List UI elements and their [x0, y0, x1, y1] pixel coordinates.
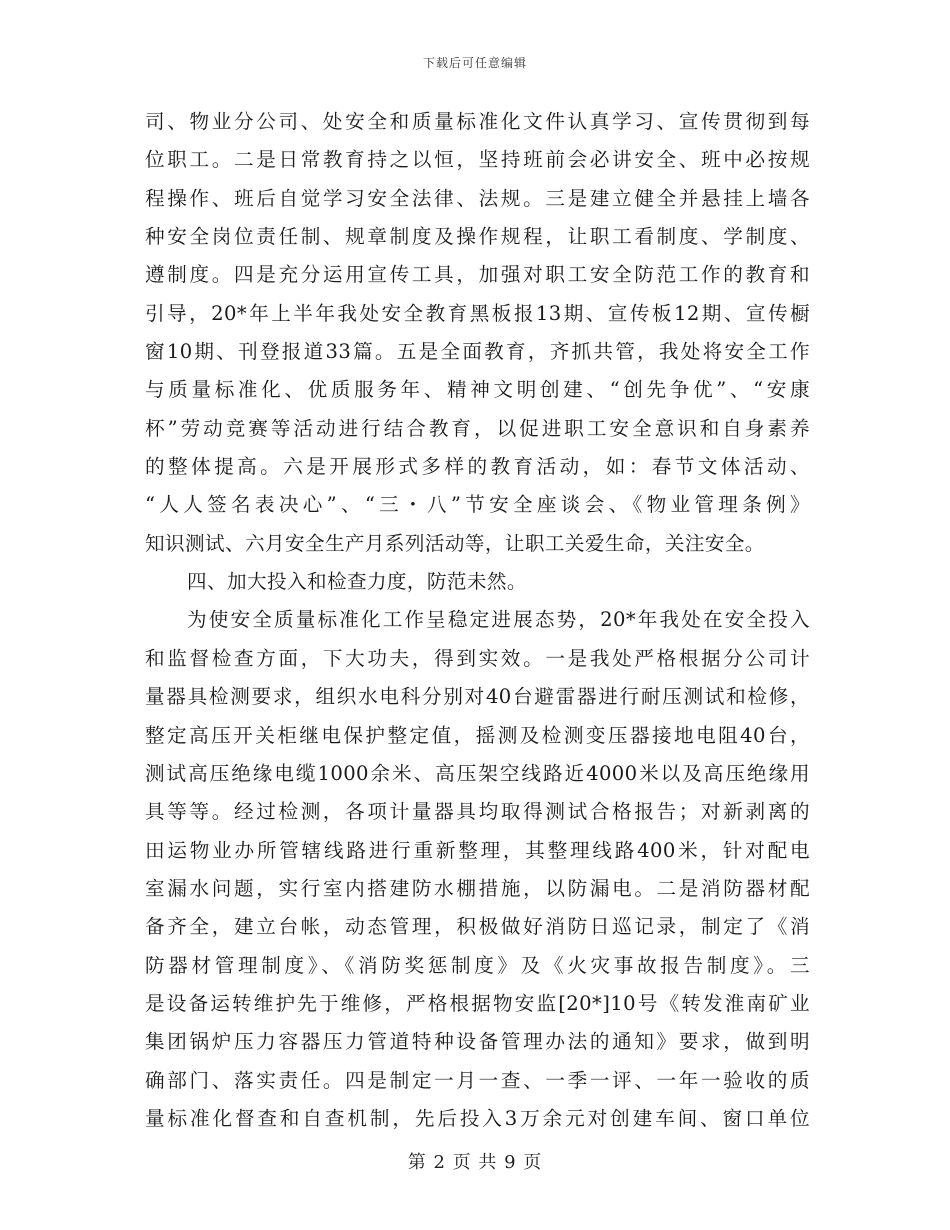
text-line: 为使安全质量标准化工作呈稳定进展态势，20*年我处在安全投入: [187, 608, 810, 632]
text-line: 量标准化督查和自查机制，先后投入3万余元对创建车间、窗口单位: [145, 1106, 810, 1130]
text-line: 室漏水问题，实行室内搭建防水棚措施，以防漏电。二是消防器材配: [145, 876, 810, 900]
text-line: 司、物业分公司、处安全和质量标准化文件认真学习、宣传贯彻到每: [145, 110, 810, 133]
text-line: 是设备运转维护先于维修，严格根据物安监[20*]10号《转发淮南矿业: [145, 991, 810, 1015]
text-line: 与质量标准化、优质服务年、精神文明创建、“创先争优”、“安康: [145, 378, 810, 402]
text-line: 杯”劳动竞赛等活动进行结合教育，以促进职工安全意识和自身素养: [145, 416, 810, 440]
text-line: 防器材管理制度》、《消防奖惩制度》及《火灾事故报告制度》。三: [145, 953, 810, 977]
text-line: 引导，20*年上半年我处安全教育黑板报13期、宣传板12期、宣传橱: [145, 301, 810, 325]
text-line: 程操作、班后自觉学习安全法律、法规。三是建立健全并悬挂上墙各: [145, 186, 810, 210]
text-line: “人人签名表决心”、“三・八”节安全座谈会、《物业管理条例》: [145, 493, 810, 517]
text-line: 窗10期、刊登报道33篇。五是全面教育，齐抓共管，我处将安全工作: [145, 340, 810, 364]
text-line: 具等等。经过检测，各项计量器具均取得测试合格报告；对新剥离的: [145, 800, 810, 824]
text-line: 确部门、落实责任。四是制定一月一查、一季一评、一年一验收的质: [145, 1068, 810, 1092]
text-line: 测试高压绝缘电缆1000余米、高压架空线路近4000米以及高压绝缘用: [145, 761, 810, 785]
text-line: 知识测试、六月安全生产月系列活动等，让职工关爱生命，关注安全。: [145, 531, 765, 555]
text-line: 和监督检查方面，下大功夫，得到实效。一是我处严格根据分公司计: [145, 646, 810, 670]
text-line: 的整体提高。六是开展形式多样的教育活动，如：春节文体活动、: [145, 455, 810, 479]
text-line: 备齐全，建立台帐，动态管理，积极做好消防日巡记录，制定了《消: [145, 915, 810, 939]
page-footer: 第 2 页 共 9 页: [407, 1152, 543, 1173]
text-line: 田运物业办所管辖线路进行重新整理，其整理线路400米，针对配电: [145, 838, 810, 862]
text-line: 集团锅炉压力容器压力管道特种设备管理办法的通知》要求，做到明: [145, 1030, 810, 1054]
text-line: 位职工。二是日常教育持之以恒，坚持班前会必讲安全、班中必按规: [145, 148, 810, 172]
page-header: 下载后可任意编辑: [422, 56, 527, 70]
text-line: 量器具检测要求，组织水电科分别对40台避雷器进行耐压测试和检修，: [145, 685, 810, 709]
document-body: [145, 103, 810, 1138]
text-line: 种安全岗位责任制、规章制度及操作规程，让职工看制度、学制度、: [145, 225, 810, 249]
section-heading: 四、加大投入和检查力度，防范未然。: [187, 570, 527, 594]
text-line: 遵制度。四是充分运用宣传工具，加强对职工安全防范工作的教育和: [145, 263, 810, 287]
text-line: 整定高压开关柜继电保护整定值，摇测及检测变压器接地电阻40台，: [145, 723, 810, 747]
